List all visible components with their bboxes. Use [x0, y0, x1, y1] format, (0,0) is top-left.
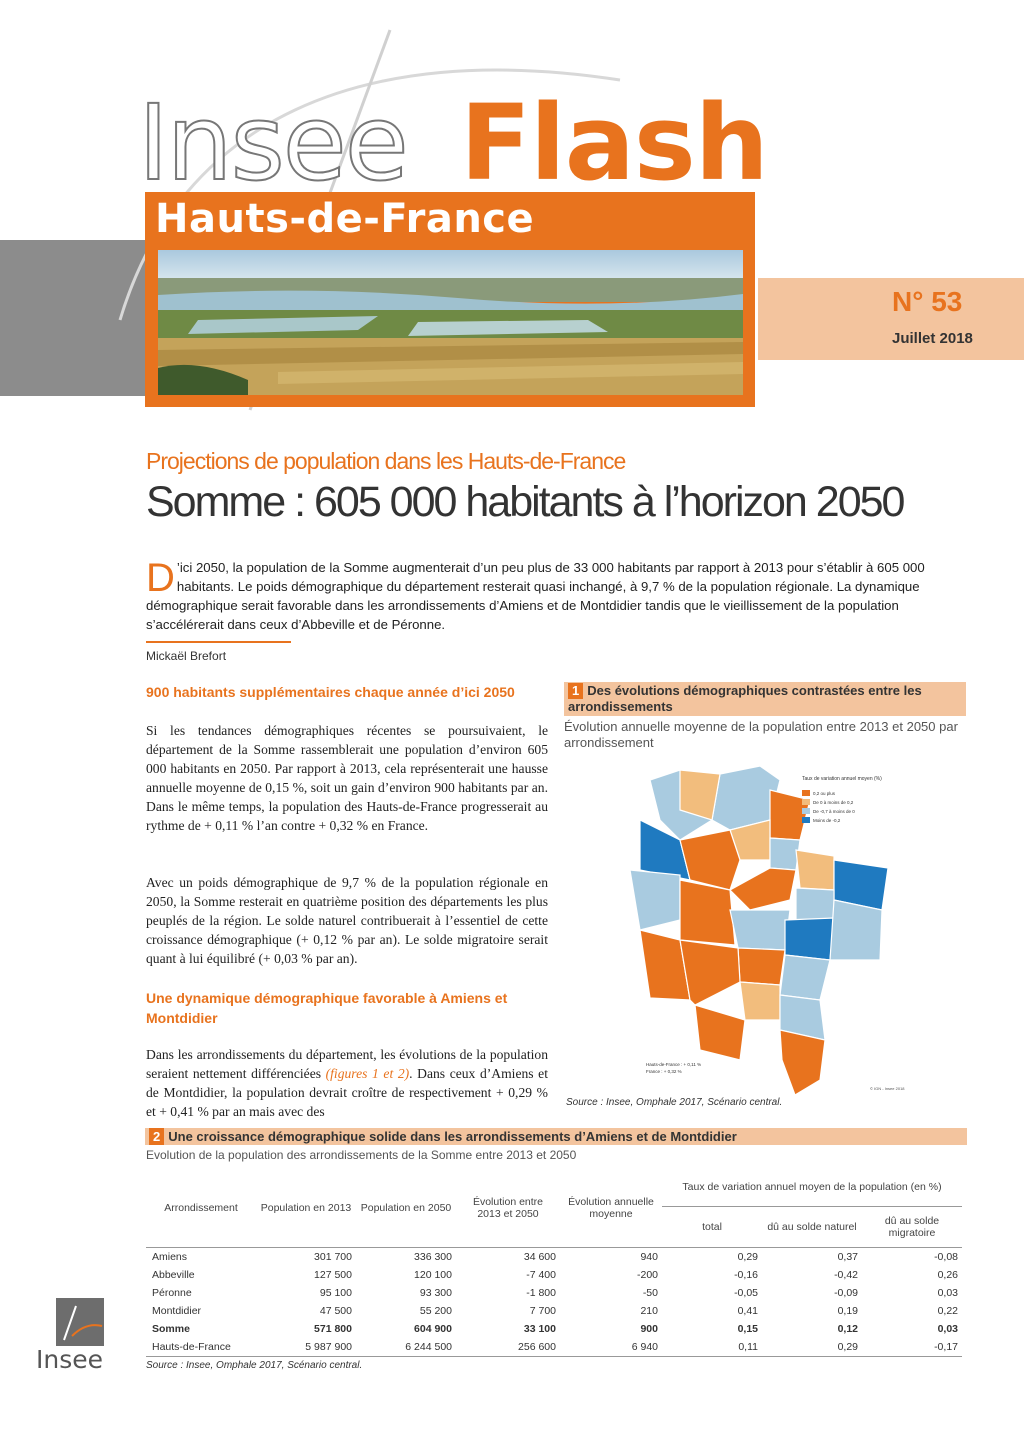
legend-swatch-2: [802, 799, 810, 805]
arrondissements-map: [620, 760, 940, 1100]
cell-naturel: -0,09: [834, 1287, 858, 1299]
cell-total: 0,29: [737, 1251, 758, 1263]
header-photo: [158, 250, 743, 395]
author: Mickaël Brefort: [146, 649, 227, 663]
section2-paragraph1: [146, 1045, 548, 1121]
cell-migratoire: 0,03: [937, 1323, 958, 1335]
figure1-header: [564, 682, 966, 716]
figure2-number: 2: [149, 1128, 164, 1145]
cell-migratoire: -0,08: [934, 1251, 958, 1263]
table-row: [146, 1338, 962, 1357]
cell-pop2050: 604 900: [414, 1323, 452, 1335]
cell-naturel: 0,37: [837, 1251, 858, 1263]
cell-naturel: 0,19: [837, 1305, 858, 1317]
cell-pop2013: 95 100: [319, 1287, 352, 1299]
col-solde-migratoire: dû au solde migratoire: [862, 1207, 962, 1248]
map-area-peronne: [730, 910, 790, 950]
figure2-title: Une croissance démographique solide dans les arrondissements d’Amiens et de Montdidier: [168, 1129, 737, 1144]
figure1-source: Source : Insee, Omphale 2017, Scénario central.: [566, 1097, 783, 1108]
cell-total: -0,16: [734, 1269, 758, 1281]
cell-naturel: 0,29: [837, 1341, 858, 1353]
map-area-amiens: [680, 880, 735, 945]
cell-annual: -50: [642, 1287, 658, 1299]
map-area-vervins: [830, 900, 882, 960]
legend-swatch-1: [802, 790, 810, 796]
cell-name: Somme: [152, 1323, 190, 1335]
cell-naturel: -0,42: [834, 1269, 858, 1281]
cell-name: Abbeville: [152, 1269, 195, 1281]
cell-annual: 940: [640, 1251, 658, 1263]
legend-label-3: De -0,7 à moins de 0: [813, 809, 855, 814]
legend-label-2: De 0 à moins de 0,2: [813, 800, 854, 805]
cell-name: Hauts-de-France: [152, 1341, 231, 1353]
table-row: [146, 1248, 962, 1267]
cell-pop2013: 5 987 900: [305, 1341, 352, 1353]
figure2-source: Source : Insee, Omphale 2017, Scénario central.: [146, 1360, 363, 1371]
legend-label-1: 0,2 ou plus: [813, 791, 836, 796]
article-headline: Somme : 605 000 habitants à l’horizon 2050: [146, 478, 904, 526]
figure2-subtitle: Evolution de la population des arrondissements de la Somme entre 2013 et 2050: [146, 1148, 577, 1162]
cell-pop2050: 120 100: [414, 1269, 452, 1281]
col-arrondissement: Arrondissement: [146, 1168, 256, 1248]
lead-dropcap: D: [146, 556, 175, 600]
cell-evol: 34 600: [523, 1251, 556, 1263]
cell-evol: 256 600: [518, 1341, 556, 1353]
table-row: [146, 1284, 962, 1302]
table-row: [146, 1302, 962, 1320]
cell-evol: 7 700: [529, 1305, 556, 1317]
cell-naturel: 0,12: [837, 1323, 858, 1335]
col-pop2013: Population en 2013: [256, 1168, 356, 1248]
legend-swatch-3: [802, 808, 810, 814]
col-solde-naturel: dû au solde naturel: [762, 1207, 862, 1248]
map-area-saint-quentin: [785, 918, 834, 960]
cell-total: 0,11: [738, 1341, 758, 1353]
cell-evol: -1 800: [526, 1287, 556, 1299]
legend-swatch-4: [802, 817, 810, 823]
map-area-lens: [770, 838, 800, 870]
figure1-title: Des évolutions démographiques contrastées entre les arrondissements: [568, 683, 922, 714]
cell-pop2050: 6 244 500: [405, 1341, 452, 1353]
section1-paragraph1: Si les tendances démographiques récentes se poursuivaient, le département de la Somme rassemblerait une population d’environ 605 000 habitants en 2050. Par rapport à 2013, cela représenterait une hausse annuelle moyenne de 0,15 %, soit un gain d’environ 900 habitants par an. Dans le même temps, la population des Hauts-de-France progresserait au rythme de + 0,11 % l’an contre + 0,32 % en France.: [146, 723, 548, 833]
col-evolution-annual: Évolution annuelle moyenne: [560, 1168, 662, 1248]
wordmark-flash: Flash: [460, 82, 768, 204]
cell-annual: 900: [640, 1323, 658, 1335]
map-area-laon: [780, 955, 830, 1000]
table-row-total: [146, 1320, 962, 1338]
author-rule: [146, 641, 291, 643]
cell-name: Amiens: [152, 1251, 188, 1263]
legend-label-4: Moins de -0,2: [813, 818, 841, 823]
section1-paragraph2: Avec un poids démographique de 9,7 % de la population régionale en 2050, la Somme resterait en quatrième position des départements les plus peuplés de la région. Le solde naturel contribuerait à l’essentiel de cette croissance démographique (+ 0,12 % par an). Le solde migratoire serait quant à lui équilibré (+ 0,03 % par an).: [146, 875, 548, 966]
cell-pop2050: 93 300: [419, 1287, 452, 1299]
map-area-arras: [680, 830, 740, 890]
article-kicker: Projections de population dans les Hauts-de-France: [146, 448, 626, 474]
section1-title: 900 habitants supplémentaires chaque année d’ici 2050: [146, 684, 515, 700]
cell-name: Montdidier: [152, 1305, 202, 1317]
cell-migratoire: 0,22: [937, 1305, 958, 1317]
cell-evol: -7 400: [526, 1269, 556, 1281]
cell-total: -0,05: [734, 1287, 758, 1299]
section2-text-a: Dans les arrondissements du département, les évolutions de la population seraient nettement différenciées: [146, 1047, 548, 1081]
logo-text: Insee: [36, 1345, 104, 1372]
map-area-lille: [770, 790, 810, 840]
map-area-cambrai: [730, 868, 796, 910]
figure1-number: 1: [568, 683, 583, 699]
cell-name: Péronne: [152, 1287, 192, 1299]
section2-text-b: . Dans ceux d’Amiens et de Montdidier, la population devrait croître de respectivement + 0,29 % et + 0,41 % par an mais avec des: [146, 1066, 548, 1119]
issue-number: N° 53: [892, 286, 963, 317]
cell-evol: 33 100: [523, 1323, 556, 1335]
cell-pop2013: 301 700: [314, 1251, 352, 1263]
map-area-abbeville: [630, 870, 680, 930]
cell-total: 0,41: [737, 1305, 758, 1317]
cell-migratoire: -0,17: [934, 1341, 958, 1353]
map-area-valenciennes: [796, 888, 834, 920]
cell-pop2050: 55 200: [419, 1305, 452, 1317]
wordmark-insee: Insee: [138, 82, 407, 204]
map-area-chateau-thierry: [780, 1030, 825, 1095]
map-note-france: France : + 0,32 %: [646, 1069, 682, 1074]
cell-pop2013: 127 500: [314, 1269, 352, 1281]
population-table: [146, 1168, 962, 1357]
col-total: total: [662, 1207, 762, 1248]
map-legend-title: Taux de variation annuel moyen (%): [802, 776, 882, 782]
cell-pop2013: 47 500: [319, 1305, 352, 1317]
map-area-douai: [796, 850, 834, 890]
cell-pop2013: 571 800: [314, 1323, 352, 1335]
figure-reference-link[interactable]: (figures 1 et 2): [325, 1066, 410, 1081]
cell-annual: 6 940: [631, 1341, 658, 1353]
map-area-senlis: [695, 1005, 745, 1060]
map-area-montdidier: [738, 948, 785, 985]
table-row: [146, 1266, 962, 1284]
col-pop2050: Population en 2050: [356, 1168, 456, 1248]
region-title: Hauts-de-France: [155, 196, 535, 242]
cell-migratoire: 0,26: [937, 1269, 958, 1281]
map-area-compiegne: [740, 982, 780, 1020]
insee-logo: [36, 1296, 112, 1372]
map-area-clermont: [680, 940, 740, 1005]
cell-pop2050: 336 300: [414, 1251, 452, 1263]
cell-annual: 210: [640, 1305, 658, 1317]
map-credit: © IGN - Insee 2018: [870, 1086, 905, 1091]
issue-date: Juillet 2018: [892, 330, 973, 347]
section2-title: Une dynamique démographique favorable à Amiens et Montdidier: [146, 990, 508, 1026]
col-group-taux: Taux de variation annuel moyen de la population (en %): [662, 1168, 962, 1207]
figure1-subtitle: Évolution annuelle moyenne de la population entre 2013 et 2050 par arrondissement: [564, 719, 958, 750]
cell-migratoire: 0,03: [937, 1287, 958, 1299]
map-note-region: Hauts-de-France : + 0,11 %: [646, 1062, 702, 1067]
figure2-header: [145, 1128, 967, 1145]
cell-annual: -200: [636, 1269, 658, 1281]
article-lead: [146, 558, 946, 634]
col-evolution: Évolution entre 2013 et 2050: [456, 1168, 560, 1248]
cell-total: 0,15: [737, 1323, 758, 1335]
issue-box: [758, 278, 1024, 360]
lead-text: ’ici 2050, la population de la Somme augmenterait d’un peu plus de 33 000 habitants par rapport à 2013 pour s’établir à 605 000 habitants. Le poids démographique du département resterait quasi inchangé, à 9,7 % de la population régionale. La dynamique démographique serait favorable dans les arrondissements d’Amiens et de Montdidier tandis que le vieillissement de la population s’accélérerait dans ceux d’Abbeville et de Péronne.: [146, 560, 925, 632]
map-legend: [802, 790, 855, 823]
